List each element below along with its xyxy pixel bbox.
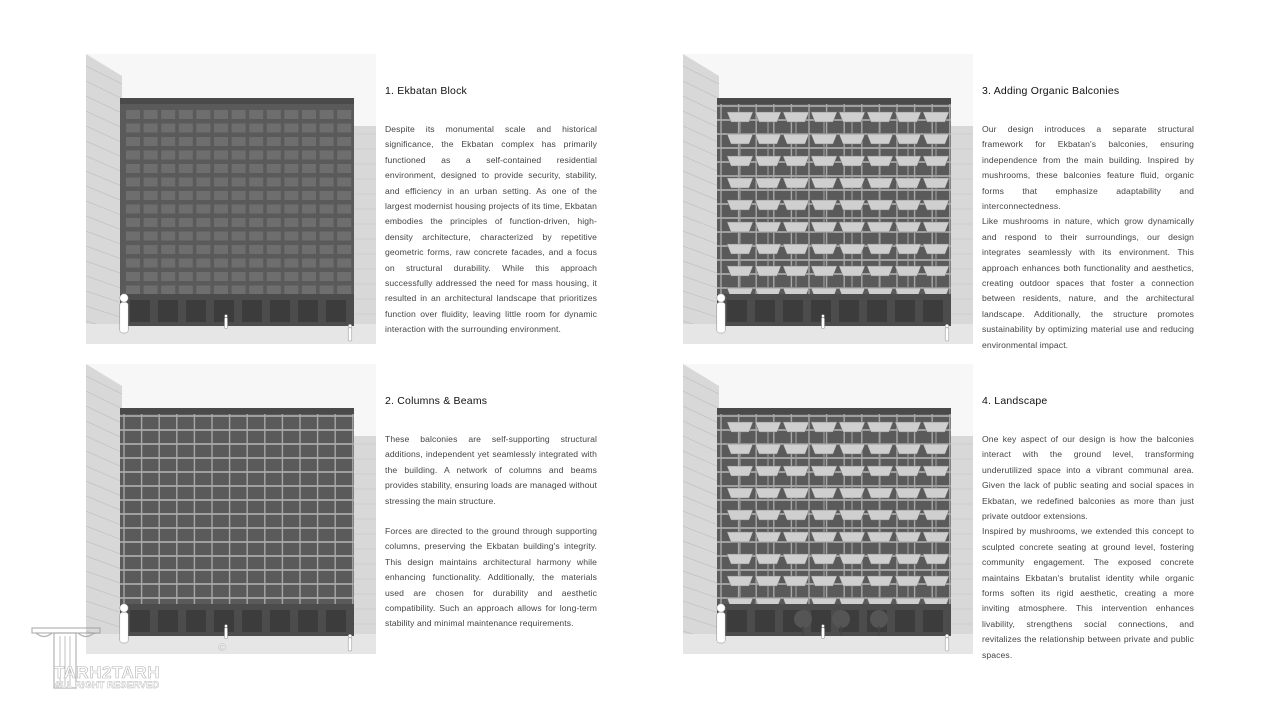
building-illustration-2 <box>86 364 376 654</box>
panel-paragraph: These balconies are self-supporting structural additions, independent yet seamlessly integrated with the building. A network of columns and beams provides stability, ensuring loads are managed without stressing the main structure. <box>385 434 597 506</box>
panel-paragraph: Inspired by mushrooms, we extended this concept to sculpted concrete seating at ground level, fostering community engagement. The exposed concrete maintains Ekbatan's brutalist identity while organic forms soften its rigid aesthetic, creating a more inviting atmosphere. This intervention enhances livability, strengthens social connections, and revitalizes the relationship between private and public spaces. <box>982 526 1194 660</box>
watermark-logo <box>30 626 230 690</box>
panel-columns-beams <box>385 395 597 632</box>
building-illustration-4 <box>683 364 973 654</box>
panel-ekbatan-block <box>385 85 597 338</box>
ekbatan-block-render <box>86 54 376 344</box>
panel-paragraph: Our design introduces a separate structural framework for Ekbatan's balconies, ensuring independence from the main building. Inspired by mushrooms, these balconies feature fluid, organic forms that emphasize adaptability and interconnectedness. <box>982 124 1194 212</box>
building-illustration-1 <box>86 54 376 344</box>
panel-title: 3. Adding Organic Balconies <box>982 85 1120 97</box>
panel-landscape <box>982 395 1194 663</box>
landscape-render <box>683 364 973 654</box>
panel-title: 1. Ekbatan Block <box>385 85 467 97</box>
panel-title: 4. Landscape <box>982 395 1048 407</box>
panel-organic-balconies <box>982 85 1194 353</box>
copyright-icon: © <box>218 642 227 654</box>
building-illustration-3 <box>683 54 973 344</box>
watermark-brand: TARH2TARH <box>54 663 160 682</box>
panel-title: 2. Columns & Beams <box>385 395 488 407</box>
watermark-rights: ALL RIGHT RESERVED <box>54 680 160 691</box>
panel-paragraph: Like mushrooms in nature, which grow dynamically and respond to their surroundings, our design integrates seamlessly with its environment. This approach enhances both functionality and aesthetics, creating outdoor spaces that foster a connection between residents, nature, and the architectural landscape. Additionally, the structure promotes sustainability by optimizing material use and reducing environmental impact. <box>982 216 1194 350</box>
panel-paragraph: Despite its monumental scale and historical significance, the Ekbatan complex has primarily functioned as a self-contained residential environment, designed to provide security, stability, and efficiency in an urban setting. As one of the largest modernist housing projects of its time, Ekbatan embodies the principles of function-driven, high-density architecture, characterized by repetitive geometric forms, raw concrete facades, and a focus on structural durability. While this approach successfully addressed the need for mass housing, it resulted in an architectural landscape that prioritizes function over fluidity, leaving little room for dynamic interaction with the surrounding environment. <box>385 124 597 335</box>
panel-paragraph: One key aspect of our design is how the balconies interact with the ground level, transforming underutilized space into a vibrant communal area. Given the lack of public seating and social spaces in Ekbatan, we redefined balconies as more than just private outdoor extensions. <box>982 434 1194 522</box>
organic-balconies-render <box>683 54 973 344</box>
columns-beams-render <box>86 364 376 654</box>
panel-paragraph: Forces are directed to the ground through supporting columns, preserving the Ekbatan building's integrity. This design maintains architectural harmony while enhancing functionality. Additionally, the materials used are chosen for durability and aesthetic compatibility. Such an approach allows for long-term stability and minimal maintenance requirements. <box>385 526 597 629</box>
